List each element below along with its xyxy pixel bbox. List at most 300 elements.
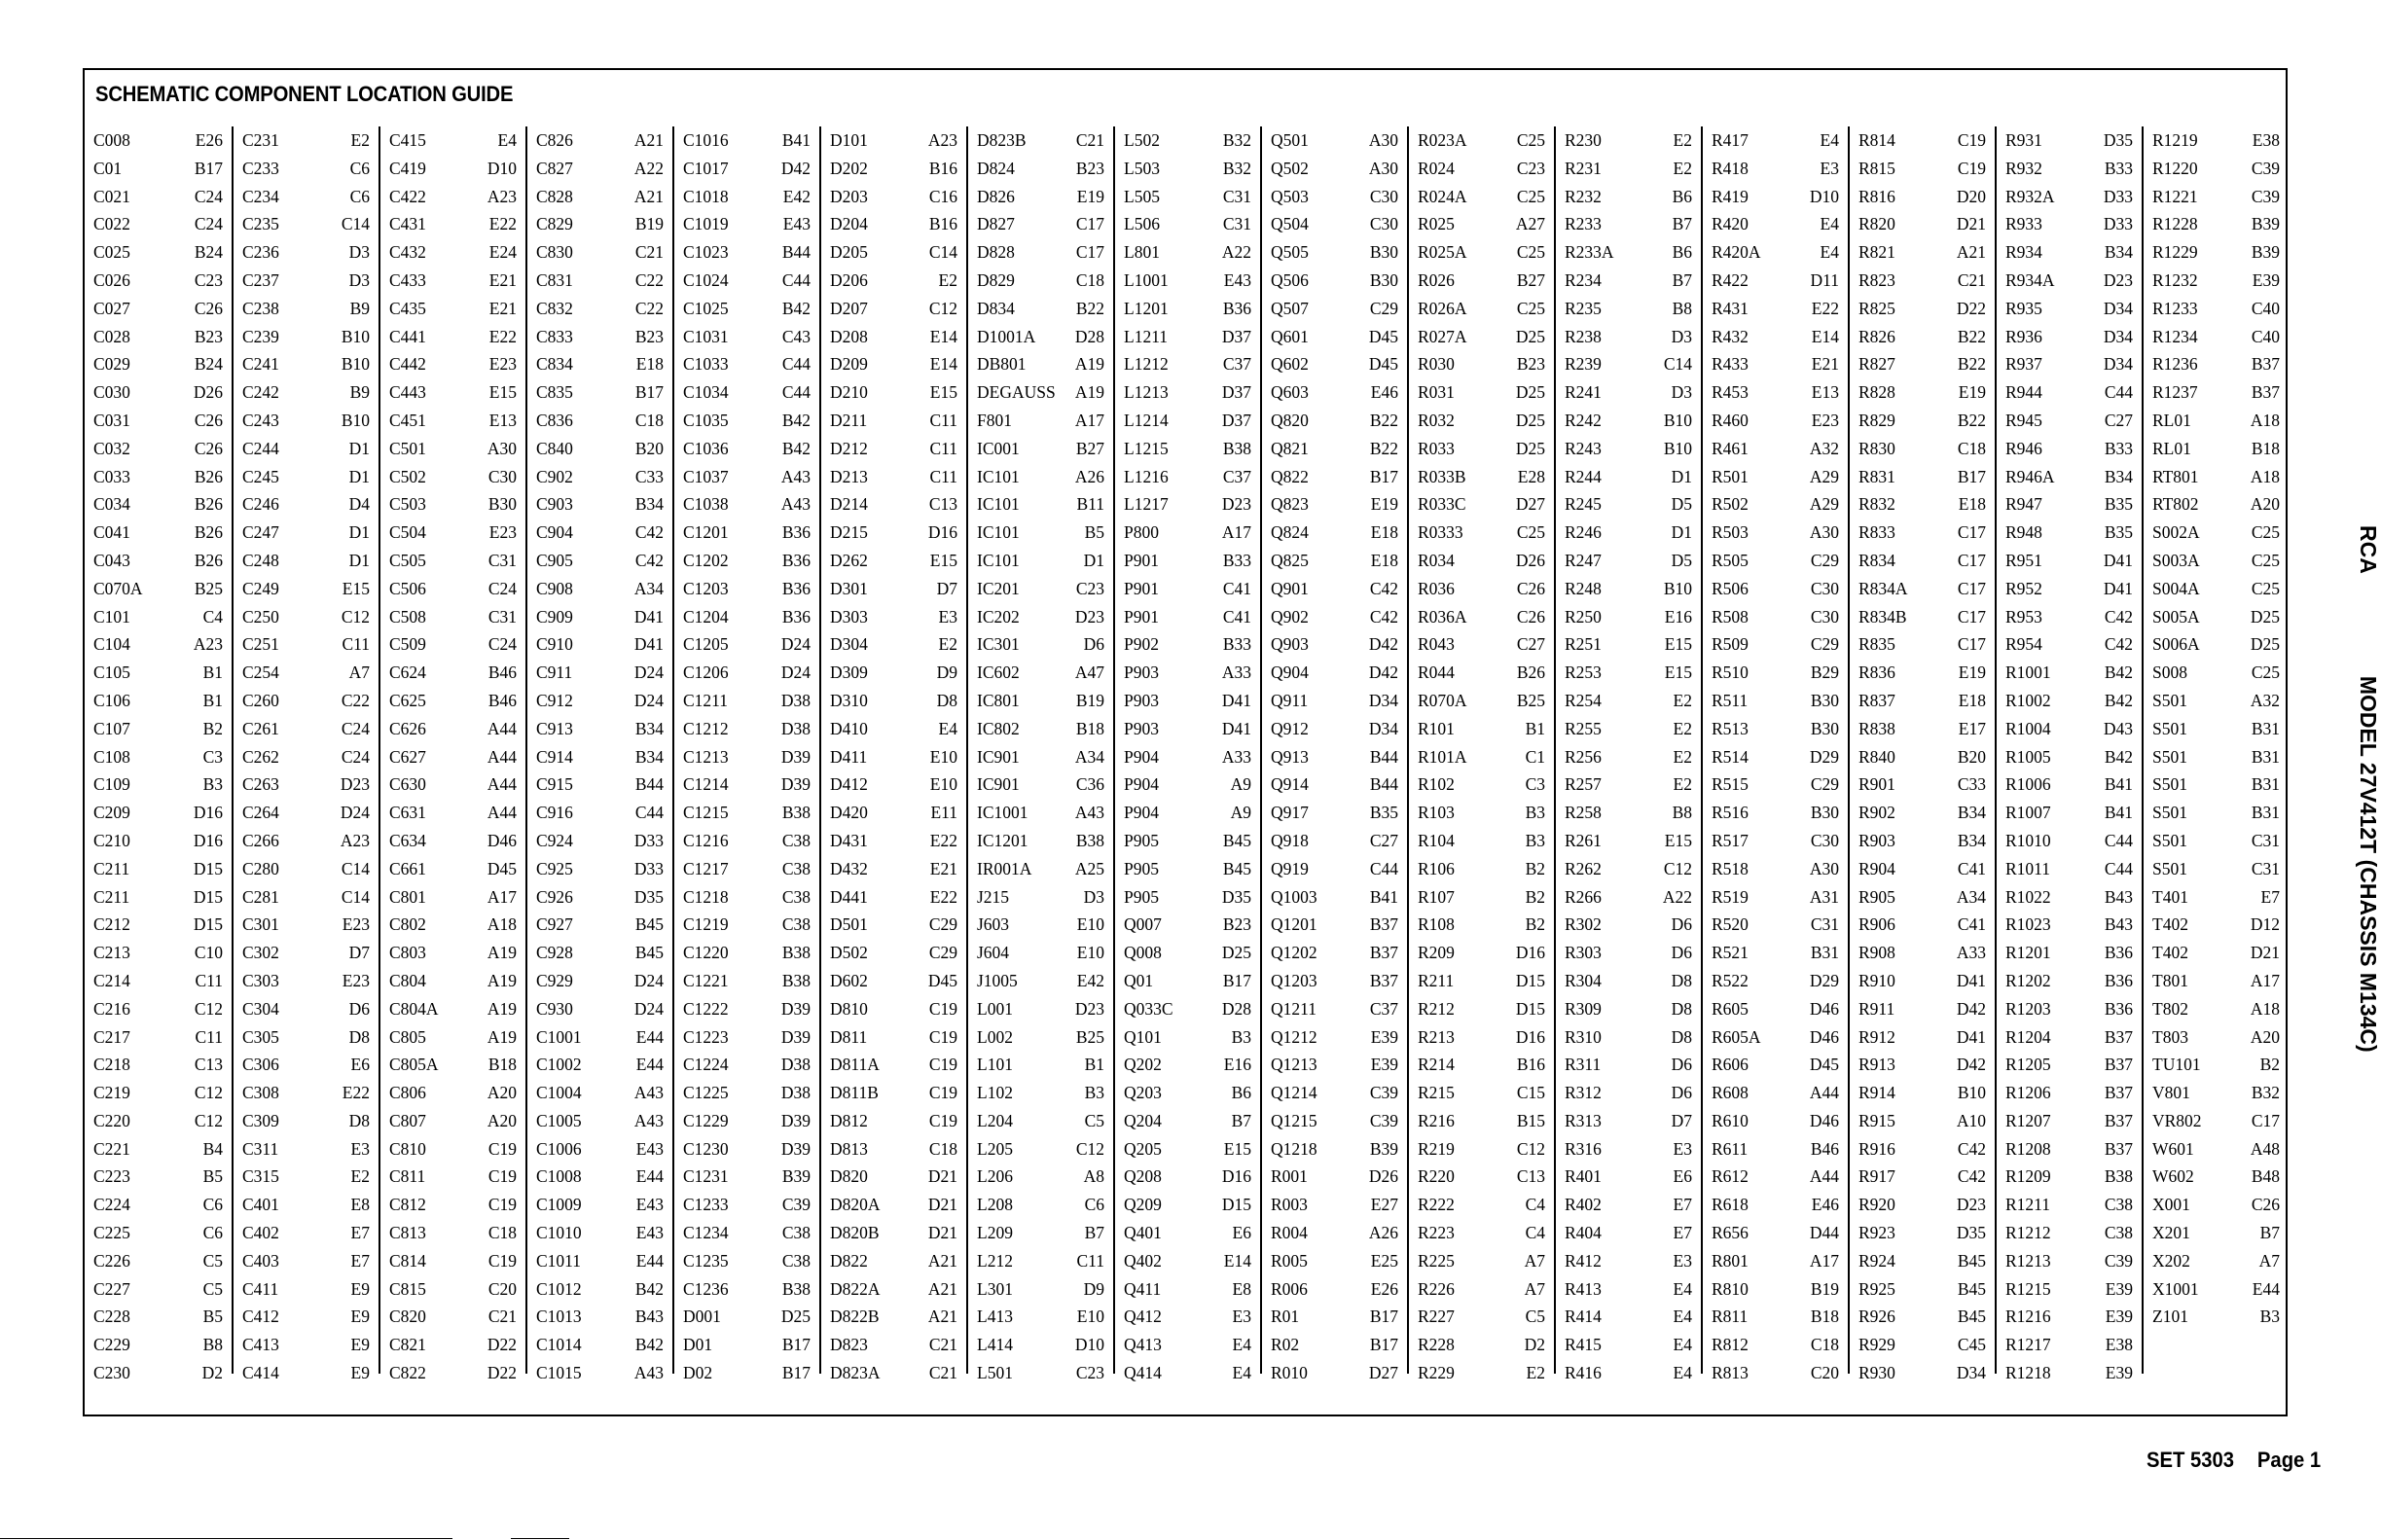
table-row xyxy=(674,687,811,715)
component-ref: C263 xyxy=(242,774,279,795)
component-ref: C804A xyxy=(389,998,439,1019)
table-row xyxy=(85,1163,223,1191)
grid-location: E2 xyxy=(1526,1363,1545,1383)
component-ref: L506 xyxy=(1124,214,1160,234)
grid-location: C39 xyxy=(2104,1250,2133,1271)
grid-location: A18 xyxy=(2250,998,2280,1019)
grid-location: C12 xyxy=(928,298,957,318)
grid-location: B22 xyxy=(1957,410,1986,430)
grid-location: B3 xyxy=(2259,1307,2280,1327)
component-ref: DEGAUSS xyxy=(977,382,1056,403)
grid-location: B8 xyxy=(1672,298,1692,318)
component-ref: C804 xyxy=(389,970,426,990)
grid-location: E4 xyxy=(1673,1363,1692,1383)
table-row xyxy=(85,827,223,855)
component-ref: C029 xyxy=(93,354,130,375)
table-row xyxy=(1703,407,1839,435)
table-row xyxy=(1409,295,1545,323)
table-row xyxy=(1850,183,1986,211)
grid-location: D46 xyxy=(1809,998,1839,1019)
component-ref: Q1201 xyxy=(1271,914,1317,935)
table-row xyxy=(968,967,1104,995)
grid-location: B37 xyxy=(2104,1138,2133,1159)
grid-location: E22 xyxy=(929,830,957,850)
table-row xyxy=(1115,967,1251,995)
table-row xyxy=(1703,883,1839,912)
grid-location: A21 xyxy=(633,130,664,150)
guide-title: SCHEMATIC COMPONENT LOCATION GUIDE xyxy=(95,82,514,106)
grid-location: D8 xyxy=(1671,970,1692,990)
grid-location: E9 xyxy=(350,1307,370,1327)
component-ref: C280 xyxy=(242,858,279,878)
component-ref: R241 xyxy=(1565,382,1602,403)
grid-location: C21 xyxy=(928,1363,957,1383)
table-row xyxy=(1703,1023,1839,1052)
table-row xyxy=(85,267,223,295)
table-row xyxy=(1703,967,1839,995)
table-row xyxy=(1262,350,1398,378)
table-row xyxy=(968,547,1104,575)
component-ref: C243 xyxy=(242,410,279,430)
grid-location: D41 xyxy=(2103,578,2133,598)
grid-location: B9 xyxy=(349,298,370,318)
grid-location: E16 xyxy=(1223,1055,1251,1075)
table-row xyxy=(527,547,664,575)
component-ref: Q822 xyxy=(1271,466,1309,486)
table-row xyxy=(2144,603,2280,631)
grid-location: E44 xyxy=(635,1026,664,1047)
table-row xyxy=(234,295,370,323)
bottom-rule xyxy=(0,1538,452,1539)
component-ref: C813 xyxy=(389,1223,426,1243)
table-row xyxy=(527,1023,664,1052)
table-row xyxy=(1703,799,1839,827)
grid-location: E21 xyxy=(929,858,957,878)
table-row xyxy=(527,1275,664,1304)
table-row xyxy=(1556,295,1692,323)
component-ref: D823A xyxy=(830,1363,881,1383)
table-row xyxy=(968,126,1104,155)
table-row xyxy=(1262,1079,1398,1107)
component-ref: R934A xyxy=(2005,269,2055,290)
component-ref: R005 xyxy=(1271,1250,1308,1271)
table-row xyxy=(380,967,517,995)
table-row xyxy=(1115,939,1251,967)
component-ref: D820 xyxy=(830,1166,868,1187)
table-row xyxy=(1703,630,1839,659)
grid-location: C13 xyxy=(928,494,957,515)
table-row xyxy=(1850,659,1986,687)
table-row xyxy=(1115,519,1251,547)
grid-location: B33 xyxy=(1222,634,1251,655)
component-ref: C826 xyxy=(536,130,573,150)
component-ref: C828 xyxy=(536,186,573,206)
table-row xyxy=(380,463,517,491)
grid-location: B30 xyxy=(1810,718,1839,738)
table-row xyxy=(1115,407,1251,435)
table-row xyxy=(380,603,517,631)
grid-location: B42 xyxy=(2104,746,2133,767)
component-ref: C1001 xyxy=(536,1026,582,1047)
component-ref: D215 xyxy=(830,522,868,543)
component-ref: R816 xyxy=(1858,186,1895,206)
component-ref: D1001A xyxy=(977,326,1036,346)
grid-location: B27 xyxy=(1516,269,1545,290)
component-ref: R1234 xyxy=(2152,326,2198,346)
grid-location: B42 xyxy=(781,298,811,318)
grid-location: D39 xyxy=(780,774,811,795)
component-ref: C106 xyxy=(93,690,130,710)
grid-location: D38 xyxy=(780,1055,811,1075)
component-ref: R916 xyxy=(1858,1138,1895,1159)
table-row xyxy=(1115,883,1251,912)
component-ref: R508 xyxy=(1712,606,1749,627)
table-row xyxy=(1556,323,1692,351)
grid-location: C10 xyxy=(194,943,223,963)
grid-location: D6 xyxy=(1671,943,1692,963)
grid-location: E18 xyxy=(635,354,664,375)
table-row xyxy=(674,1303,811,1331)
component-ref: R101 xyxy=(1418,718,1455,738)
component-ref: C833 xyxy=(536,326,573,346)
grid-location: B7 xyxy=(1672,214,1692,234)
grid-location: D35 xyxy=(633,886,664,907)
grid-location: E17 xyxy=(1958,718,1986,738)
table-row xyxy=(1850,126,1986,155)
table-row xyxy=(380,1247,517,1275)
table-row xyxy=(1115,1107,1251,1135)
table-row xyxy=(85,1135,223,1164)
grid-location: D33 xyxy=(633,858,664,878)
grid-location: D22 xyxy=(487,1363,517,1383)
grid-location: B26 xyxy=(194,466,223,486)
grid-location: B10 xyxy=(1663,578,1692,598)
component-ref: C451 xyxy=(389,410,426,430)
grid-location: C12 xyxy=(194,998,223,1019)
table-row xyxy=(85,799,223,827)
grid-location: C14 xyxy=(928,242,957,263)
table-row xyxy=(1556,183,1692,211)
grid-location: C38 xyxy=(2104,1223,2133,1243)
grid-location: E39 xyxy=(2105,1307,2133,1327)
component-ref: C810 xyxy=(389,1138,426,1159)
grid-location: B23 xyxy=(1222,914,1251,935)
component-ref: L204 xyxy=(977,1110,1013,1130)
table-row xyxy=(2144,1247,2280,1275)
table-row xyxy=(1850,911,1986,939)
component-ref: R004 xyxy=(1271,1223,1308,1243)
table-row xyxy=(1115,210,1251,238)
component-ref: C811 xyxy=(389,1166,426,1187)
grid-location: D6 xyxy=(1671,914,1692,935)
component-ref: R033B xyxy=(1418,466,1466,486)
component-ref: R247 xyxy=(1565,550,1602,570)
table-row xyxy=(527,490,664,519)
table-row xyxy=(1556,210,1692,238)
grid-location: E16 xyxy=(1664,606,1692,627)
component-ref: Z101 xyxy=(2152,1307,2188,1327)
component-ref: C227 xyxy=(93,1278,130,1299)
grid-location: A7 xyxy=(2258,1250,2280,1271)
component-ref: IC001 xyxy=(977,438,1020,458)
component-ref: C107 xyxy=(93,718,130,738)
table-row xyxy=(1703,547,1839,575)
grid-location: C43 xyxy=(781,326,811,346)
grid-location: A19 xyxy=(1074,354,1104,375)
grid-location: C26 xyxy=(194,438,223,458)
component-ref: X1001 xyxy=(2152,1278,2199,1299)
grid-location: B39 xyxy=(1369,1138,1398,1159)
table-row xyxy=(234,1331,370,1359)
component-ref: Q913 xyxy=(1271,746,1309,767)
grid-location: C23 xyxy=(1075,578,1104,598)
component-ref: R908 xyxy=(1858,943,1895,963)
table-row xyxy=(968,210,1104,238)
grid-location: D24 xyxy=(633,998,664,1019)
table-row xyxy=(234,210,370,238)
grid-location: B9 xyxy=(349,382,370,403)
table-row xyxy=(527,575,664,603)
table-row xyxy=(380,855,517,883)
component-ref: L212 xyxy=(977,1250,1013,1271)
component-ref: R036A xyxy=(1418,606,1467,627)
component-ref: R1001 xyxy=(2005,663,2051,683)
component-ref: Q506 xyxy=(1271,269,1309,290)
table-row xyxy=(2144,126,2280,155)
component-ref: C1234 xyxy=(683,1223,729,1243)
grid-location: A29 xyxy=(1809,494,1839,515)
table-row xyxy=(821,547,957,575)
grid-location: E43 xyxy=(1223,269,1251,290)
grid-location: C44 xyxy=(2104,830,2133,850)
table-row xyxy=(1850,519,1986,547)
grid-location: D9 xyxy=(1083,1278,1104,1299)
grid-location: C31 xyxy=(2251,830,2280,850)
table-row xyxy=(1409,911,1545,939)
component-ref: R026A xyxy=(1418,298,1467,318)
component-ref: S006A xyxy=(2152,634,2200,655)
grid-location: D29 xyxy=(1809,746,1839,767)
grid-location: C42 xyxy=(634,522,664,543)
table-row xyxy=(968,1107,1104,1135)
table-row xyxy=(2144,1191,2280,1219)
table-row xyxy=(1115,1135,1251,1164)
table-row xyxy=(674,435,811,463)
component-ref: D206 xyxy=(830,269,868,290)
grid-location: C5 xyxy=(1525,1307,1545,1327)
table-row xyxy=(1262,827,1398,855)
component-ref: S005A xyxy=(2152,606,2200,627)
table-row xyxy=(1703,1303,1839,1331)
grid-location: C18 xyxy=(634,410,664,430)
grid-location: B19 xyxy=(1075,690,1104,710)
component-ref: C249 xyxy=(242,578,279,598)
table-row xyxy=(1997,715,2133,743)
component-ref: C1015 xyxy=(536,1363,582,1383)
table-row xyxy=(821,183,957,211)
table-row xyxy=(1850,743,1986,771)
table-row xyxy=(821,1303,957,1331)
component-ref: C1012 xyxy=(536,1278,582,1299)
component-ref: R833 xyxy=(1858,522,1895,543)
component-ref: X202 xyxy=(2152,1250,2190,1271)
table-row xyxy=(527,1051,664,1079)
table-row xyxy=(527,603,664,631)
component-ref: C225 xyxy=(93,1223,130,1243)
table-row xyxy=(1556,238,1692,267)
component-ref: Q912 xyxy=(1271,718,1309,738)
component-ref: C1225 xyxy=(683,1083,729,1103)
component-ref: R1204 xyxy=(2005,1026,2051,1047)
table-row xyxy=(2144,1023,2280,1052)
table-row xyxy=(2144,267,2280,295)
component-ref: Q1213 xyxy=(1271,1055,1317,1075)
component-ref: C008 xyxy=(93,130,130,150)
table-row xyxy=(1409,575,1545,603)
table-row xyxy=(1850,547,1986,575)
component-ref: R953 xyxy=(2005,606,2042,627)
table-row xyxy=(85,1023,223,1052)
grid-location: D39 xyxy=(780,1110,811,1130)
table-row xyxy=(1556,155,1692,183)
grid-location: A30 xyxy=(1809,522,1839,543)
table-row xyxy=(2144,770,2280,799)
grid-location: E2 xyxy=(1673,774,1692,795)
component-ref: C025 xyxy=(93,242,130,263)
component-ref: S501 xyxy=(2152,830,2187,850)
component-ref: C1025 xyxy=(683,298,729,318)
table-row xyxy=(1997,1023,2133,1052)
component-ref: P903 xyxy=(1124,690,1159,710)
table-row xyxy=(1850,350,1986,378)
grid-location: D29 xyxy=(1809,970,1839,990)
grid-location: C11 xyxy=(929,466,957,486)
table-row xyxy=(1997,350,2133,378)
grid-location: C18 xyxy=(1075,269,1104,290)
table-row xyxy=(1409,659,1545,687)
grid-location: D25 xyxy=(1515,410,1545,430)
grid-location: B4 xyxy=(202,1138,223,1159)
component-ref: L208 xyxy=(977,1195,1013,1215)
table-row xyxy=(1997,519,2133,547)
component-ref: C1034 xyxy=(683,382,729,403)
component-ref: R821 xyxy=(1858,242,1895,263)
table-row xyxy=(2144,967,2280,995)
component-ref: Q825 xyxy=(1271,550,1309,570)
component-ref: C1211 xyxy=(683,690,729,710)
component-ref: R1209 xyxy=(2005,1166,2051,1187)
table-row xyxy=(968,183,1104,211)
grid-location: C17 xyxy=(1957,606,1986,627)
table-row xyxy=(968,575,1104,603)
component-ref: C1215 xyxy=(683,803,729,823)
table-row xyxy=(234,743,370,771)
table-row xyxy=(1262,126,1398,155)
table-row xyxy=(234,435,370,463)
grid-location: C18 xyxy=(1810,1335,1839,1355)
table-row xyxy=(1703,435,1839,463)
table-row xyxy=(2144,659,2280,687)
table-row xyxy=(234,995,370,1023)
grid-location: B17 xyxy=(1222,970,1251,990)
table-row xyxy=(821,1247,957,1275)
component-ref: R311 xyxy=(1565,1055,1602,1075)
table-row xyxy=(1997,1331,2133,1359)
component-ref: R231 xyxy=(1565,158,1602,178)
component-ref: R01 xyxy=(1271,1307,1300,1327)
grid-location: D23 xyxy=(1956,1195,1986,1215)
grid-location: C39 xyxy=(1369,1083,1398,1103)
grid-location: D3 xyxy=(348,269,370,290)
table-row xyxy=(821,883,957,912)
grid-location: B36 xyxy=(1222,298,1251,318)
grid-location: C17 xyxy=(2251,1110,2280,1130)
component-ref: R1236 xyxy=(2152,354,2198,375)
component-ref: C806 xyxy=(389,1083,426,1103)
grid-location: A21 xyxy=(633,186,664,206)
component-ref: R036 xyxy=(1418,578,1455,598)
table-row xyxy=(2144,1303,2280,1331)
component-ref: C432 xyxy=(389,242,426,263)
grid-location: B6 xyxy=(1672,242,1692,263)
grid-location: B6 xyxy=(1231,1083,1251,1103)
grid-location: B5 xyxy=(1084,522,1104,543)
table-row xyxy=(1115,490,1251,519)
table-row xyxy=(234,1023,370,1052)
grid-location: E22 xyxy=(1811,298,1839,318)
grid-location: B34 xyxy=(2104,242,2133,263)
grid-location: A18 xyxy=(487,914,517,935)
table-row xyxy=(674,1191,811,1219)
table-row xyxy=(1115,1023,1251,1052)
table-row xyxy=(968,1331,1104,1359)
component-ref: R214 xyxy=(1418,1055,1455,1075)
grid-location: E4 xyxy=(1820,242,1839,263)
table-row xyxy=(1997,770,2133,799)
table-row xyxy=(1262,238,1398,267)
table-row xyxy=(968,490,1104,519)
component-ref: R825 xyxy=(1858,298,1895,318)
table-row xyxy=(2144,295,2280,323)
grid-location: C17 xyxy=(1957,578,1986,598)
table-row xyxy=(380,435,517,463)
component-ref: D212 xyxy=(830,438,868,458)
table-row xyxy=(1409,1331,1545,1359)
component-ref: C028 xyxy=(93,326,130,346)
table-row xyxy=(1556,939,1692,967)
component-ref: J604 xyxy=(977,943,1010,963)
grid-location: B45 xyxy=(1222,858,1251,878)
component-ref: L801 xyxy=(1124,242,1160,263)
grid-location: B19 xyxy=(1810,1278,1839,1299)
table-row xyxy=(1262,463,1398,491)
table-row xyxy=(85,995,223,1023)
table-row xyxy=(674,575,811,603)
table-row xyxy=(1115,1303,1251,1331)
component-ref: C241 xyxy=(242,354,279,375)
grid-location: A8 xyxy=(1083,1166,1104,1187)
table-row xyxy=(1556,1331,1692,1359)
table-row xyxy=(1556,827,1692,855)
table-row xyxy=(380,210,517,238)
grid-location: D41 xyxy=(633,606,664,627)
table-column xyxy=(672,126,819,1383)
table-row xyxy=(1262,967,1398,995)
grid-location: A34 xyxy=(633,578,664,598)
table-row xyxy=(1409,490,1545,519)
component-ref: R1208 xyxy=(2005,1138,2051,1159)
table-row xyxy=(2144,1135,2280,1164)
